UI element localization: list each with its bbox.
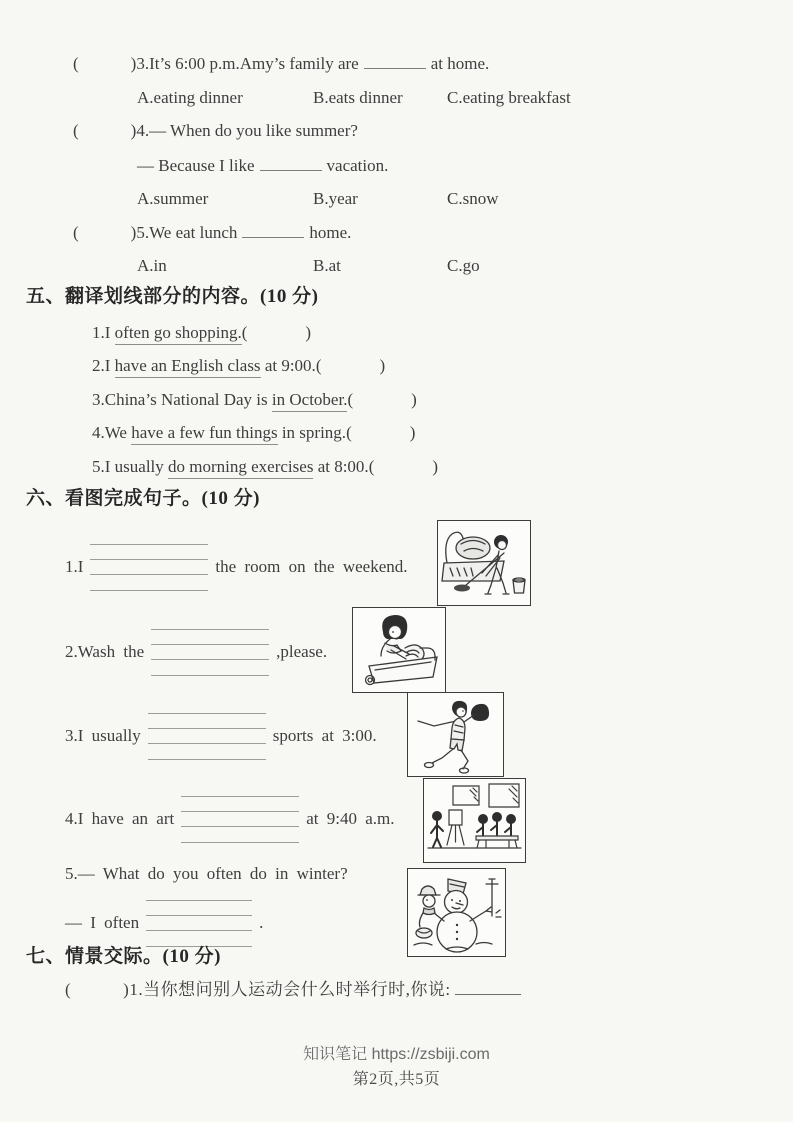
- translate-item-5: [92, 457, 438, 477]
- question-stem: — When do you like summer?: [149, 121, 358, 140]
- students-in-art-class-illustration: [426, 781, 523, 860]
- item-text: 1.当你想问别人运动会什么时举行时,你说:: [129, 980, 451, 999]
- translate-item-2: [92, 356, 385, 376]
- fill-blank: [455, 980, 521, 995]
- picture-item-5-answer: [65, 897, 263, 949]
- mc-question-4: [73, 121, 358, 141]
- mc-question-5: [73, 222, 351, 243]
- item-text: 1.I: [65, 557, 84, 576]
- answer-bracket-open: (: [65, 980, 72, 999]
- writing-grid-blank: [151, 629, 269, 676]
- option-a: A.in: [137, 256, 167, 275]
- answer-bracket-open: (: [73, 121, 79, 140]
- picture-item-5-question: 5.— What do you often do in winter?: [65, 864, 348, 883]
- translate-item-1: [92, 323, 311, 343]
- underlined-phrase: in October.: [272, 390, 348, 412]
- writing-grid-blank: [146, 900, 252, 947]
- item-text: at 8:00.: [313, 457, 369, 476]
- underlined-phrase: have a few fun things: [131, 423, 277, 445]
- question-stem: We eat lunch: [149, 223, 238, 242]
- answer-bracket-close: ): [130, 54, 137, 73]
- footer-page-number: 第2页,共5页: [352, 1071, 441, 1088]
- item-text: .: [259, 913, 264, 932]
- child-making-snowman-illustration: [410, 871, 503, 954]
- item-text: at 9:00.: [260, 356, 316, 375]
- writing-grid-blank: [148, 713, 266, 760]
- option-a: A.summer: [137, 189, 209, 208]
- item-text: 4.We: [92, 423, 132, 442]
- footer-site-watermark: 知识笔记 https://zsbiji.com: [303, 1046, 490, 1063]
- fill-blank: [260, 155, 322, 171]
- question-tail: at home.: [430, 54, 490, 73]
- answer-bracket-close: ): [130, 223, 137, 242]
- answer-post: vacation.: [326, 156, 389, 175]
- item-text: 2.I: [92, 356, 115, 375]
- answer-paren-close: ): [411, 390, 417, 409]
- question-number: 3.: [136, 54, 150, 73]
- item-text: 2.Wash the: [65, 642, 145, 661]
- item-text: 1.I: [92, 323, 115, 342]
- boy-mopping-room-illustration: [440, 523, 528, 603]
- picture-item-1: [65, 541, 408, 593]
- item-text: sports at 3:00.: [272, 726, 377, 745]
- item-text: — I often: [65, 913, 140, 932]
- translate-item-3: [92, 390, 417, 410]
- answer-paren-open: (: [346, 423, 352, 442]
- answer-paren-open: (: [315, 356, 322, 375]
- translate-item-4: [92, 423, 415, 443]
- answer-bracket-open: (: [73, 54, 79, 73]
- answer-pre: — Because I like: [137, 156, 255, 175]
- fill-blank: [364, 53, 426, 69]
- writing-grid-blank: [181, 796, 299, 843]
- option-c: C.go: [447, 256, 480, 275]
- underlined-phrase: do morning exercises: [168, 457, 313, 479]
- answer-paren-open: (: [347, 390, 354, 409]
- option-b: B.year: [313, 189, 358, 208]
- item-text: 4.I have an art: [65, 809, 175, 828]
- question-stem: It’s 6:00 p.m.Amy’s family are: [149, 54, 359, 73]
- answer-paren-open: (: [241, 323, 248, 342]
- answer-paren-close: ): [409, 423, 416, 442]
- writing-grid-blank: [90, 544, 208, 591]
- illustration-frame: [437, 520, 531, 606]
- illustration-frame: [352, 607, 446, 693]
- picture-item-2: [65, 626, 327, 678]
- item-text: the room on the weekend.: [215, 557, 408, 576]
- underlined-phrase: often go shopping.: [115, 323, 242, 345]
- answer-paren-close: ): [305, 323, 312, 342]
- answer-paren-open: (: [368, 457, 375, 476]
- item-text: in spring.: [277, 423, 347, 442]
- fill-blank: [242, 222, 304, 238]
- item-text: 5.I usually: [92, 457, 169, 476]
- girl-washing-clothes-illustration: [355, 610, 443, 690]
- mc-question-4-answer-line: [137, 155, 388, 176]
- answer-paren-close: ): [379, 356, 386, 375]
- question-tail: home.: [309, 223, 352, 242]
- option-b: B.eats dinner: [313, 88, 403, 107]
- picture-item-4: [65, 793, 395, 845]
- section-6-title: 六、看图完成句子。(10 分): [26, 488, 260, 509]
- item-text: 3.China’s National Day is: [92, 390, 272, 409]
- picture-item-3: [65, 710, 377, 762]
- section-5-title: 五、翻译划线部分的内容。(10 分): [26, 286, 319, 307]
- question-number: 5.: [136, 223, 150, 242]
- underlined-phrase: have an English class: [115, 356, 261, 378]
- item-text: 3.I usually: [65, 726, 141, 745]
- question-number: 4.: [136, 121, 150, 140]
- situational-item-1: [65, 980, 521, 1000]
- item-text: ,please.: [276, 642, 328, 661]
- section-7-title: 七、情景交际。(10 分): [26, 946, 221, 967]
- option-b: B.at: [313, 256, 341, 275]
- option-c: C.eating breakfast: [447, 88, 571, 107]
- answer-bracket-close: ): [123, 980, 130, 999]
- illustration-frame: [423, 778, 526, 863]
- boy-playing-sports-illustration: [410, 695, 501, 774]
- answer-bracket-close: ): [130, 121, 137, 140]
- answer-bracket-open: (: [73, 223, 79, 242]
- illustration-frame: [407, 692, 504, 777]
- illustration-frame: [407, 868, 506, 957]
- answer-paren-close: ): [432, 457, 439, 476]
- option-c: C.snow: [447, 189, 499, 208]
- option-a: A.eating dinner: [137, 88, 243, 107]
- item-text: at 9:40 a.m.: [306, 809, 395, 828]
- mc-question-3: [73, 53, 489, 74]
